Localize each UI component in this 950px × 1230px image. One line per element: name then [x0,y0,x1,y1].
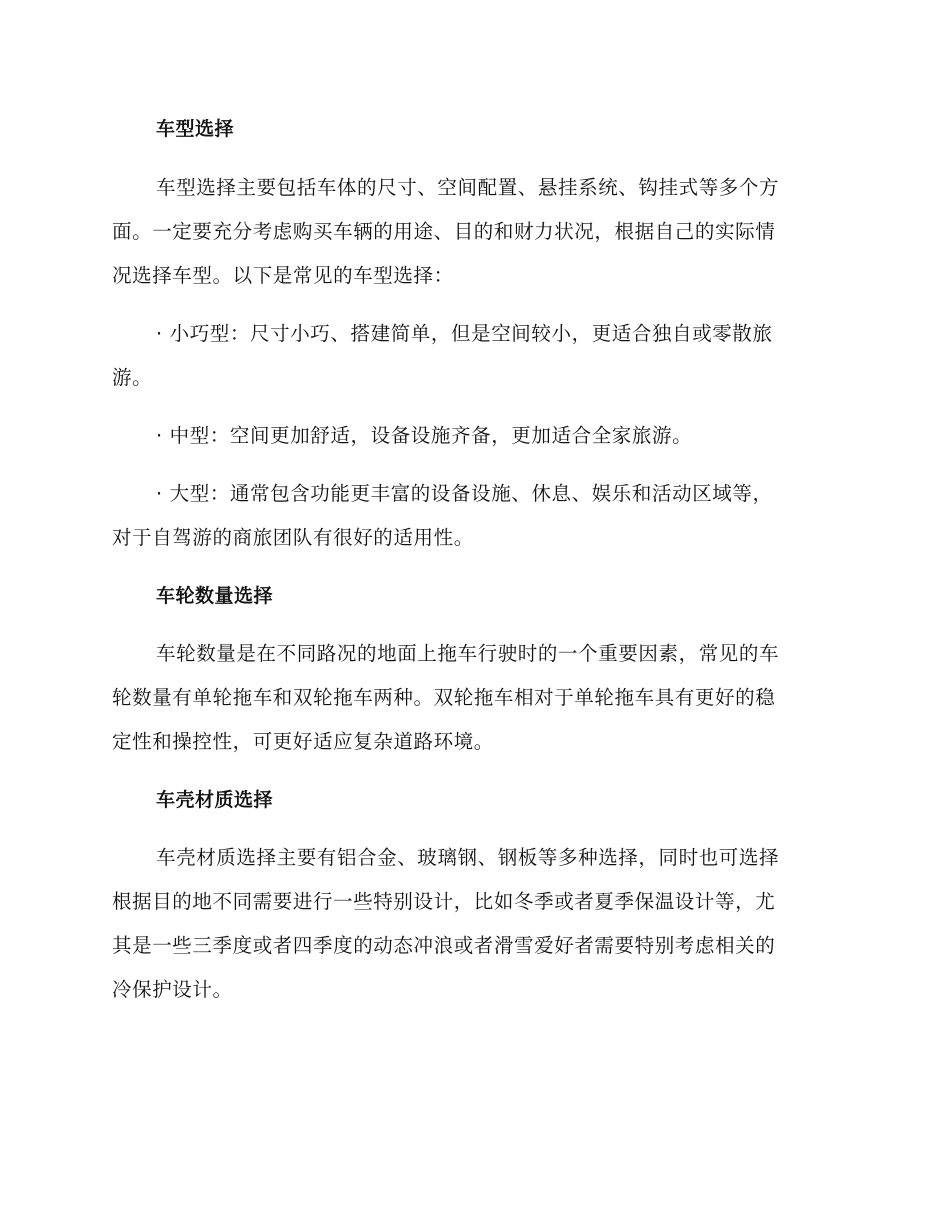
section-heading-vehicle-type: 车型选择 [156,118,235,140]
paragraph-line: 车轮数量是在不同路况的地面上拖车行驶时的一个重要因素，常见的车 [156,642,780,665]
paragraph-line: 轮数量有单轮拖车和双轮拖车两种。双轮拖车相对于单轮拖车具有更好的稳 [112,686,776,709]
bullet-item-medium: · 中型：空间更加舒适，设备设施齐备，更加适合全家旅游。 [156,424,693,447]
paragraph-line: 冷保护设计。 [112,978,233,1001]
paragraph-line: 定性和操控性，可更好适应复杂道路环境。 [112,730,494,753]
bullet-item-large: · 大型：通常包含功能更丰富的设备设施、休息、娱乐和活动区域等， [156,482,773,505]
bullet-item-large-cont: 对于自驾游的商旅团队有很好的适用性。 [112,526,474,549]
paragraph-line: 况选择车型。以下是常见的车型选择： [112,264,454,287]
paragraph-line: 车型选择主要包括车体的尺寸、空间配置、悬挂系统、钩挂式等多个方 [156,176,780,199]
paragraph-line: 面。一定要充分考虑购买车辆的用途、目的和财力状况，根据自己的实际情 [112,220,776,243]
section-heading-wheel-count: 车轮数量选择 [156,585,274,607]
bullet-item-small-cont: 游。 [112,366,153,389]
bullet-item-small: · 小巧型：尺寸小巧、搭建简单，但是空间较小，更适合独自或零散旅 [156,322,773,345]
paragraph-line: 其是一些三季度或者四季度的动态冲浪或者滑雪爱好者需要特别考虑相关的 [112,934,776,957]
section-heading-shell-material: 车壳材质选择 [156,789,274,811]
paragraph-line: 车壳材质选择主要有铝合金、玻璃钢、钢板等多种选择，同时也可选择 [156,846,780,869]
paragraph-line: 根据目的地不同需要进行一些特别设计，比如冬季或者夏季保温设计等，尤 [112,890,776,913]
